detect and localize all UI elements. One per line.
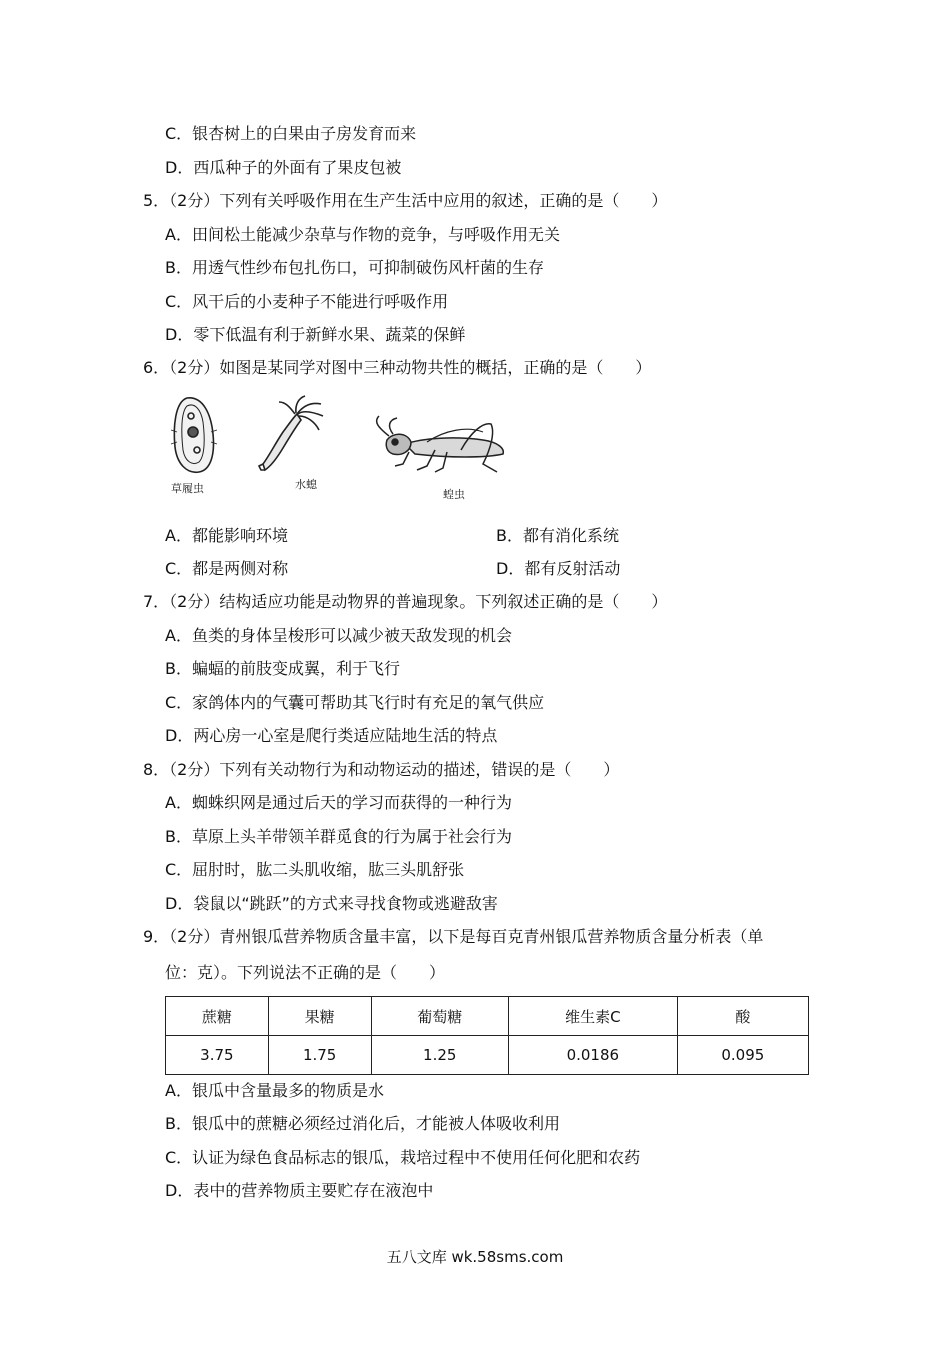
footer-watermark: 五八文库 wk.58sms.com <box>386 1248 564 1266</box>
q9-option-d: D．表中的营养物质主要贮存在液泡中 <box>165 1181 434 1200</box>
q7-option-a: A．鱼类的身体呈梭形可以减少被天敌发现的机会 <box>165 626 512 645</box>
q5-option-c: C．风干后的小麦种子不能进行呼吸作用 <box>165 292 449 311</box>
table-header-row <box>166 997 809 1036</box>
table-cell: 0.095 <box>677 1036 808 1075</box>
table-header-cell: 蔗糖 <box>166 997 269 1036</box>
animals-illustration <box>165 392 515 500</box>
q9-option-c: C．认证为绿色食品标志的银瓜，栽培过程中不使用任何化肥和农药 <box>165 1148 641 1167</box>
table-cell: 0.0186 <box>508 1036 677 1075</box>
hydra-drawing <box>259 396 323 470</box>
figure-label-grasshopper: 蝗虫 <box>443 488 465 501</box>
q7-stem: 7．（2分）结构适应功能是动物界的普遍现象。下列叙述正确的是（ ） <box>143 592 668 611</box>
q8-option-d: D．袋鼠以“跳跃”的方式来寻找食物或逃避敌害 <box>165 894 498 913</box>
q6-stem: 6．（2分）如图是某同学对图中三种动物共性的概括，正确的是（ ） <box>143 358 652 377</box>
q4-option-c: C．银杏树上的白果由子房发育而来 <box>165 124 417 143</box>
nutrient-table <box>165 996 809 1075</box>
q6-option-d: D．都有反射活动 <box>496 559 621 578</box>
q7-option-b: B．蝙蝠的前肢变成翼，利于飞行 <box>165 659 400 678</box>
table-row <box>166 1036 809 1075</box>
q9-stem-line2: 位：克）。下列说法不正确的是（ ） <box>165 963 446 982</box>
q8-option-c: C．屈肘时，肱二头肌收缩，肱三头肌舒张 <box>165 860 465 879</box>
q5-option-a: A．田间松土能减少杂草与作物的竞争，与呼吸作用无关 <box>165 225 560 244</box>
q9-option-b: B．银瓜中的蔗糖必须经过消化后，才能被人体吸收利用 <box>165 1114 560 1133</box>
q6-option-c: C．都是两侧对称 <box>165 559 289 578</box>
q7-option-d: D．两心房一心室是爬行类适应陆地生活的特点 <box>165 726 498 745</box>
q8-option-a: A．蜘蛛织网是通过后天的学习而获得的一种行为 <box>165 793 512 812</box>
q9-option-a: A．银瓜中含量最多的物质是水 <box>165 1081 384 1100</box>
q7-option-c: C．家鸽体内的气囊可帮助其飞行时有充足的氧气供应 <box>165 693 545 712</box>
table-cell: 1.25 <box>371 1036 508 1075</box>
table-header-cell: 果糖 <box>268 997 371 1036</box>
table-cell: 1.75 <box>268 1036 371 1075</box>
q5-option-b: B．用透气性纱布包扎伤口，可抑制破伤风杆菌的生存 <box>165 258 544 277</box>
q4-option-d: D．西瓜种子的外面有了果皮包被 <box>165 158 402 177</box>
q8-option-b: B．草原上头羊带领羊群觅食的行为属于社会行为 <box>165 827 512 846</box>
table-header-cell: 葡萄糖 <box>371 997 508 1036</box>
q6-option-a: A．都能影响环境 <box>165 526 288 545</box>
figure-label-paramecium: 草履虫 <box>171 482 204 495</box>
grasshopper-drawing <box>377 416 504 472</box>
table-cell: 3.75 <box>166 1036 269 1075</box>
paramecium-drawing <box>171 398 217 472</box>
q9-stem-line1: 9．（2分）青州银瓜营养物质含量丰富，以下是每百克青州银瓜营养物质含量分析表（单 <box>143 927 764 946</box>
table-header-cell: 酸 <box>677 997 808 1036</box>
q8-stem: 8．（2分）下列有关动物行为和动物运动的描述，错误的是（ ） <box>143 760 620 779</box>
figure-label-hydra: 水螅 <box>295 478 317 491</box>
q5-option-d: D．零下低温有利于新鲜水果、蔬菜的保鲜 <box>165 325 466 344</box>
animals-figure <box>165 392 515 500</box>
table-header-cell: 维生素C <box>508 997 677 1036</box>
q6-option-b: B．都有消化系统 <box>496 526 619 545</box>
q5-stem: 5．（2分）下列有关呼吸作用在生产生活中应用的叙述，正确的是（ ） <box>143 191 668 210</box>
